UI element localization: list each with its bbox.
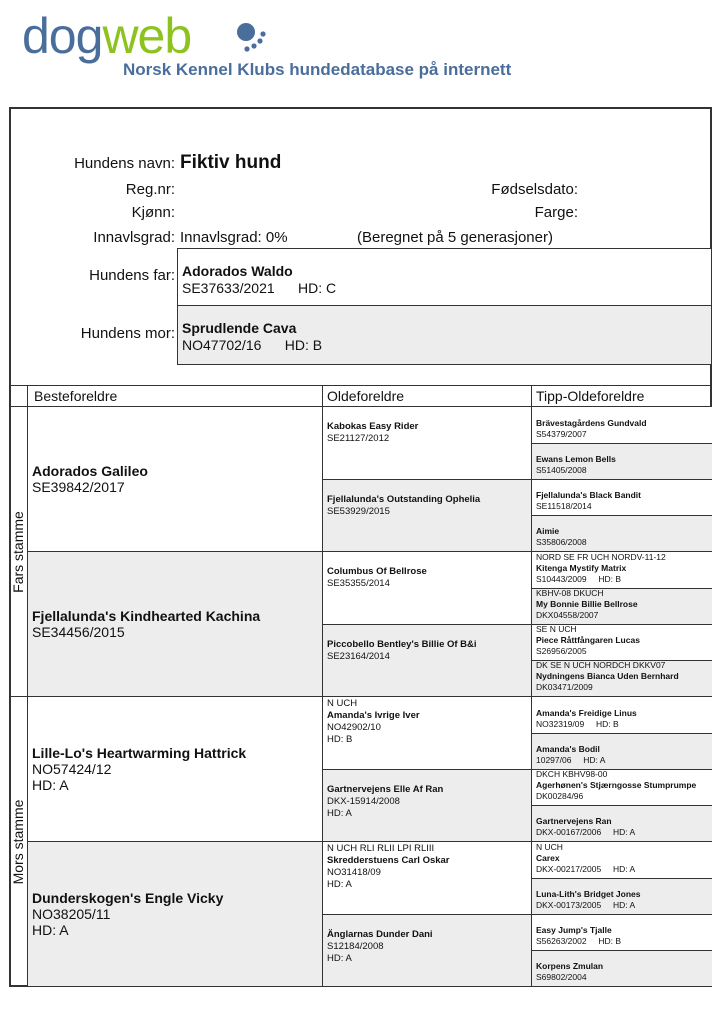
great-grandparent-name: Skredderstuens Carl Oskar — [327, 855, 450, 866]
father-meta — [182, 280, 711, 296]
color-label: Farge: — [534, 204, 578, 221]
ggg-reg: NO32319/09 — [536, 719, 585, 729]
great-grandparent-cell[interactable] — [323, 697, 532, 770]
mors-stamme-column — [9, 697, 28, 987]
ggg-reg: DKX-00167/2006 — [536, 827, 602, 837]
great-great-grandparent-cell[interactable] — [532, 480, 712, 516]
logo-tagline: Norsk Kennel Klubs hundedatabase på internett — [123, 60, 512, 79]
great-great-grandparent-cell[interactable] — [532, 842, 712, 879]
great-great-grandparent-cell[interactable] — [532, 951, 712, 987]
grandparent-name: Fjellalunda's Kindhearted Kachina — [32, 608, 261, 624]
great-grandparent-name: Kabokas Easy Rider — [327, 421, 419, 432]
ggg-reg: DK03471/2009 — [536, 682, 593, 692]
dog-name: Fiktiv hund — [180, 152, 282, 173]
ggg-meta — [536, 900, 712, 911]
mother-hd: HD: B — [284, 337, 323, 353]
grandparent-hd: HD: A — [32, 922, 69, 938]
logo-dots-icon — [234, 20, 274, 56]
grandparent-reg: SE39842/2017 — [32, 479, 125, 495]
great-grandparent-cell[interactable] — [323, 407, 532, 480]
grandparent-reg: NO38205/11 — [32, 906, 111, 922]
inbreeding-note: (Beregnet på 5 generasjoner) — [357, 229, 553, 246]
mother-reg: NO47702/16 — [182, 337, 262, 353]
ggg-name: Gartnervejens Ran — [536, 816, 612, 826]
header-great-grandparents: Oldeforeldre — [323, 385, 532, 407]
regnr-label: Reg.nr: — [125, 181, 175, 198]
great-grandparent-cell[interactable] — [323, 842, 532, 915]
name-label: Hundens navn: — [74, 155, 175, 172]
header-great-great-grandparents: Tipp-Oldeforeldre — [532, 385, 712, 407]
grandparent-reg: NO57424/12 — [32, 761, 112, 777]
grandparent-name: Dunderskogen's Engle Vicky — [32, 890, 224, 906]
great-great-grandparent-cell[interactable] — [532, 806, 712, 842]
birth-label: Fødselsdato: — [491, 181, 578, 198]
ggg-reg: DK00284/96 — [536, 791, 584, 801]
sex-label: Kjønn: — [131, 204, 175, 221]
great-great-grandparent-cell[interactable] — [532, 879, 712, 915]
great-grandparent-name: Columbus Of Bellrose — [327, 566, 427, 577]
ggg-name: Piece Råttfångaren Lucas — [536, 635, 640, 645]
great-grandparent-reg: NO42902/10 — [327, 722, 381, 733]
inbreeding-label: Innavlsgrad: — [93, 229, 175, 246]
ggg-name: Nydningens Bianca Uden Bernhard — [536, 671, 679, 681]
great-great-grandparent-cell[interactable] — [532, 552, 712, 589]
great-grandparent-name: Änglarnas Dunder Dani — [327, 929, 433, 940]
ggg-meta — [536, 936, 712, 947]
ggg-reg: S56263/2002 — [536, 936, 587, 946]
logo-wordmark: dogweb — [22, 8, 192, 64]
ggg-name: Luna-Lith's Bridget Jones — [536, 889, 641, 899]
ggg-hd: HD: B — [598, 574, 622, 584]
ggg-name: Amanda's Freidige Linus — [536, 708, 637, 718]
great-grandparent-cell[interactable] — [323, 915, 532, 987]
great-grandparent-name: Piccobello Bentley's Billie Of B&i — [327, 639, 477, 650]
ggg-title: DKCH KBHV98-00 — [536, 770, 608, 779]
ggg-title: KBHV-08 DKUCH — [536, 589, 604, 598]
ggg-name: Amanda's Bodil — [536, 744, 600, 754]
ggg-title: NORD SE FR UCH NORDV-11-12 — [536, 552, 666, 562]
ggg-title: N UCH — [536, 842, 563, 852]
ggg-name: My Bonnie Billie Bellrose — [536, 599, 638, 609]
father-box[interactable] — [177, 248, 712, 306]
ggg-meta — [536, 827, 712, 838]
great-grandparent-title: N UCH RLI RLII LPI RLIII — [327, 843, 435, 854]
ggg-meta — [536, 864, 712, 875]
grandparent-cell[interactable] — [28, 697, 323, 842]
ggg-meta — [536, 719, 712, 730]
ggg-name: Kitenga Mystify Matrix — [536, 563, 627, 573]
great-grandparent-title: N UCH — [327, 698, 358, 709]
ggg-reg: DKX-00173/2005 — [536, 900, 602, 910]
great-grandparent-cell[interactable] — [323, 770, 532, 842]
ggg-hd: HD: A — [613, 864, 636, 874]
great-grandparent-reg: NO31418/09 — [327, 867, 381, 878]
mother-label: Hundens mor: — [80, 325, 175, 342]
great-great-grandparent-cell[interactable] — [532, 770, 712, 806]
great-grandparent-reg: S12184/2008 — [327, 941, 384, 952]
ggg-reg: S69802/2004 — [536, 972, 587, 982]
mother-box[interactable] — [177, 305, 712, 365]
great-grandparent-cell[interactable] — [323, 552, 532, 625]
great-great-grandparent-cell[interactable] — [532, 444, 712, 480]
grandparent-hd: HD: A — [32, 777, 69, 793]
ggg-name: Agerhønen's Stjærngosse Stumprumpe — [536, 780, 697, 790]
great-grandparent-hd: HD: A — [327, 953, 352, 964]
grandparent-name: Lille-Lo's Heartwarming Hattrick — [32, 745, 247, 761]
ggg-reg: DKX04558/2007 — [536, 610, 599, 620]
great-grandparent-reg: SE21127/2012 — [327, 433, 390, 444]
great-grandparent-name: Gartnervejens Elle Af Ran — [327, 784, 444, 795]
great-grandparent-name: Fjellalunda's Outstanding Ophelia — [327, 494, 481, 505]
ggg-hd: HD: A — [583, 755, 606, 765]
great-grandparent-reg: SE23164/2014 — [327, 651, 390, 662]
great-grandparent-reg: SE35355/2014 — [327, 578, 390, 589]
ggg-hd: HD: A — [613, 900, 636, 910]
ggg-reg: SE11518/2014 — [536, 501, 592, 511]
father-hd: HD: C — [297, 280, 337, 296]
ggg-name: Easy Jump's Tjalle — [536, 925, 612, 935]
great-great-grandparent-cell[interactable] — [532, 625, 712, 661]
great-great-grandparent-cell[interactable] — [532, 915, 712, 951]
grandparent-cell[interactable] — [28, 842, 323, 987]
great-grandparent-hd: HD: B — [327, 734, 353, 745]
header-spacer — [9, 385, 28, 407]
ggg-hd: HD: B — [596, 719, 619, 729]
inbreeding-value: Innavlsgrad: 0% — [180, 229, 288, 246]
mother-meta — [182, 337, 711, 353]
ggg-reg: S35806/2008 — [536, 537, 587, 547]
ggg-reg: S54379/2007 — [536, 429, 587, 439]
ggg-title: SE N UCH — [536, 625, 577, 634]
ggg-meta — [536, 755, 712, 766]
ggg-title: DK SE N UCH NORDCH DKKV07 — [536, 661, 666, 670]
great-great-grandparent-cell[interactable] — [532, 407, 712, 444]
ggg-hd: HD: B — [598, 936, 622, 946]
dogweb-logo[interactable] — [22, 6, 542, 86]
great-grandparent-cell[interactable] — [323, 625, 532, 697]
great-grandparent-reg: DKX-15914/2008 — [327, 796, 400, 807]
ggg-reg: DKX-00217/2005 — [536, 864, 602, 874]
header-grandparents: Besteforeldre — [28, 385, 323, 407]
fars-stamme-label: Fars stamme — [10, 510, 26, 593]
grandparent-name: Adorados Galileo — [32, 463, 148, 479]
ggg-name: Aimie — [536, 526, 560, 536]
father-label: Hundens far: — [89, 267, 175, 284]
great-grandparent-hd: HD: A — [327, 879, 352, 890]
great-great-grandparent-cell[interactable] — [532, 589, 712, 625]
grandparent-cell[interactable] — [28, 407, 323, 552]
ggg-name: Carex — [536, 853, 560, 863]
great-great-grandparent-cell[interactable] — [532, 734, 712, 770]
ggg-reg: S51405/2008 — [536, 465, 587, 475]
ggg-name: Fjellalunda's Black Bandit — [536, 490, 641, 500]
father-reg: SE37633/2021 — [182, 280, 275, 296]
great-grandparent-hd: HD: A — [327, 808, 352, 819]
grandparent-cell[interactable] — [28, 552, 323, 697]
ggg-hd: HD: A — [613, 827, 636, 837]
grandparent-reg: SE34456/2015 — [32, 624, 125, 640]
ggg-reg: S26956/2005 — [536, 646, 587, 656]
great-grandparent-cell[interactable] — [323, 480, 532, 552]
great-great-grandparent-cell[interactable] — [532, 697, 712, 734]
great-great-grandparent-cell[interactable] — [532, 516, 712, 552]
ggg-name: Ewans Lemon Bells — [536, 454, 616, 464]
ggg-reg: 10297/06 — [536, 755, 572, 765]
ggg-meta — [536, 574, 712, 585]
great-great-grandparent-cell[interactable] — [532, 661, 712, 697]
ggg-reg: S10443/2009 — [536, 574, 587, 584]
mother-name: Sprudlende Cava — [182, 320, 297, 336]
ggg-name: Korpens Zmulan — [536, 961, 604, 971]
mors-stamme-label: Mors stamme — [10, 799, 26, 884]
fars-stamme-column — [9, 407, 28, 697]
father-name: Adorados Waldo — [182, 263, 293, 279]
great-grandparent-name: Amanda's Ivrige Iver — [327, 710, 420, 721]
great-grandparent-reg: SE53929/2015 — [327, 506, 390, 517]
ggg-name: Brävestagårdens Gundvald — [536, 418, 647, 428]
